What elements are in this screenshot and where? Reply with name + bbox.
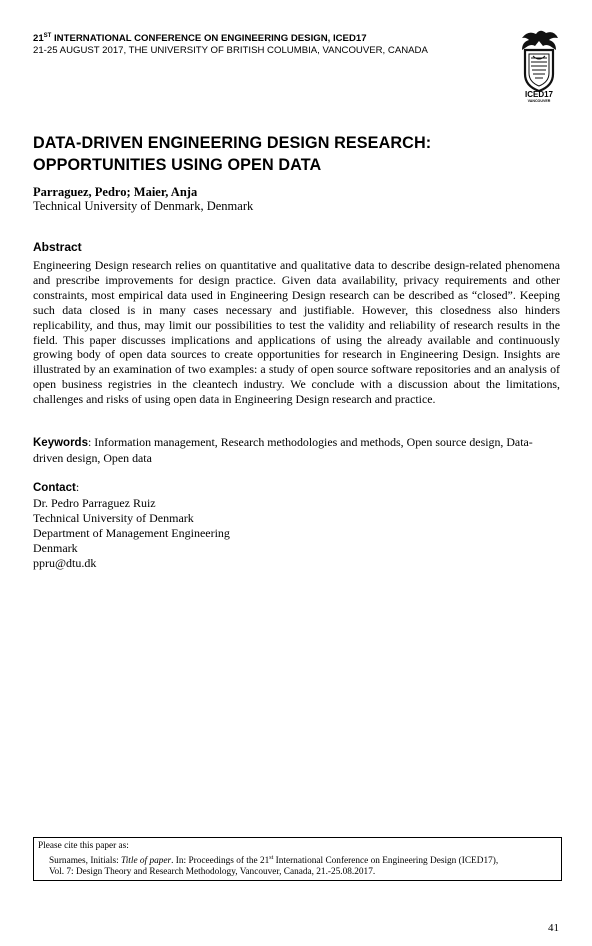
page-number: 41 xyxy=(548,922,559,934)
paper-title-line-1: DATA-DRIVEN ENGINEERING DESIGN RESEARCH: xyxy=(33,134,432,152)
abstract-heading: Abstract xyxy=(33,240,82,254)
citation-line-1 xyxy=(38,853,557,868)
contact-department: Department of Management Engineering xyxy=(33,526,230,540)
abstract-text: Engineering Design research relies on quantitative and qualitative data to describe design-related phenomena and prescribe improvements for design practice. Given data availability, privacy requirements and other constraints, most empirical data used in Engineering Design research can be described as “closed”. Keeping such data closed is in many cases necessary and justifiable. However, this closedness also hinders replicability, and thus, may limit our possibilities to test the validity and reliability of research results in the field. This paper discusses implications and applications of using the already available and continuously growing body of open data sources to create opportunities for research in Engineering Design. Insights are illustrated by an examination of two examples: a study of open source software repositories and an analysis of open business registries in the cleantech industry. We conclude with a discussion about the limitations, challenges and risks of using open data in Engineering Design research and practice. xyxy=(33,258,560,407)
citation-box xyxy=(33,837,562,881)
iced17-logo xyxy=(516,28,562,102)
keywords-section xyxy=(33,435,560,466)
contact-email[interactable]: ppru@dtu.dk xyxy=(33,556,97,570)
contact-name: Dr. Pedro Parraguez Ruiz xyxy=(33,496,156,510)
contact-institution: Technical University of Denmark xyxy=(33,511,194,525)
conference-ordinal-suffix: ST xyxy=(43,33,52,39)
citation-title-placeholder: Title of paper xyxy=(121,855,172,866)
conference-date-location: 21-25 AUGUST 2017, THE UNIVERSITY OF BRITISH COLUMBIA, VANCOUVER, CANADA xyxy=(33,45,428,56)
citation-proceedings: . In: Proceedings of the 21 xyxy=(171,855,270,866)
conference-ordinal: 21 xyxy=(33,33,44,44)
citation-conference: International Conference on Engineering Design (ICED17), xyxy=(273,855,499,866)
paper-title-line-2: OPPORTUNITIES USING OPEN DATA xyxy=(33,156,322,174)
citation-intro: Please cite this paper as: xyxy=(38,841,129,851)
eagle-crest-icon xyxy=(516,28,562,102)
paper-affiliation: Technical University of Denmark, Denmark xyxy=(33,199,254,213)
logo-subtext: VANCOUVER xyxy=(527,99,551,102)
contact-heading: Contact xyxy=(33,482,76,494)
contact-country: Denmark xyxy=(33,541,78,555)
citation-authors-placeholder: Surnames, Initials: xyxy=(49,855,122,866)
conference-name: INTERNATIONAL CONFERENCE ON ENGINEERING DESIGN, ICED17 xyxy=(51,33,367,44)
paper-authors: Parraguez, Pedro; Maier, Anja xyxy=(33,185,198,199)
conference-header xyxy=(33,30,428,57)
keywords-label: Keywords xyxy=(33,437,88,449)
citation-ordinal-suffix: st xyxy=(269,854,274,861)
keywords-text: : Information management, Research methodologies and methods, Open source design, Data-driven design, Open data xyxy=(33,435,533,465)
citation-line-2: Vol. 7: Design Theory and Research Methodology, Vancouver, Canada, 21.-25.08.2017. xyxy=(49,867,376,878)
conference-title xyxy=(33,30,428,45)
logo-text: ICED17 xyxy=(524,90,554,99)
paper-title xyxy=(33,132,563,176)
contact-section xyxy=(33,480,230,571)
contact-heading-colon: : xyxy=(75,480,80,494)
